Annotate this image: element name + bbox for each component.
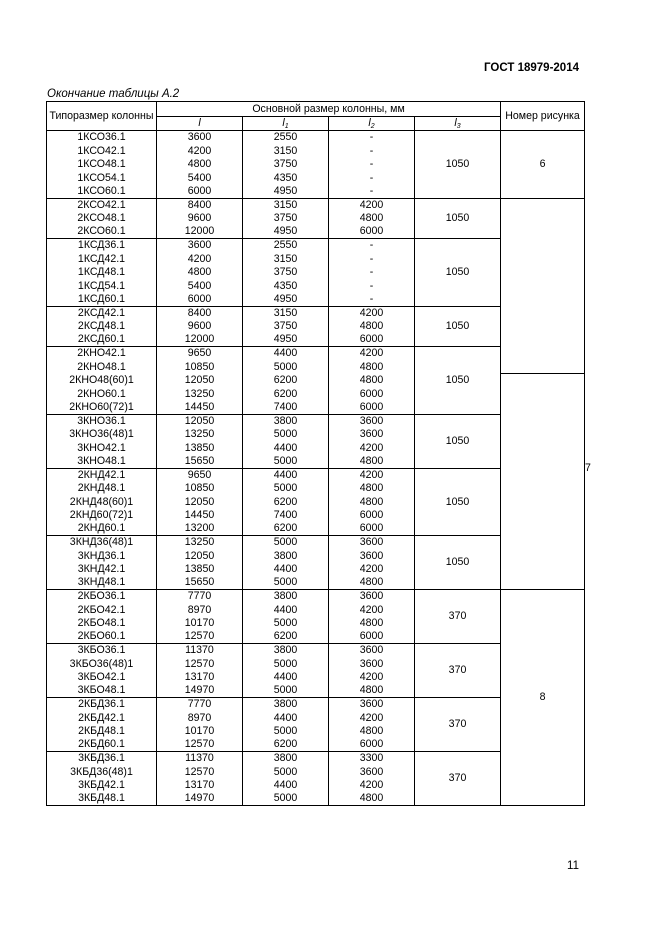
cell-l1: 4400: [243, 603, 329, 617]
cell-type: 1КСО54.1: [47, 171, 157, 185]
cell-l: 12000: [157, 225, 243, 239]
table-row: [47, 495, 585, 509]
cell-l1: 4400: [243, 468, 329, 482]
cell-type: 2КНО60(72)1: [47, 401, 157, 415]
cell-l1: 5000: [243, 482, 329, 496]
table-row: 2КНО42.1 9650 4400 4200 1050 7: [47, 347, 585, 361]
cell-l: 12050: [157, 495, 243, 509]
table-row: [47, 576, 585, 590]
cell-l2: 3600: [329, 590, 415, 604]
cell-l2: 4200: [329, 563, 415, 577]
cell-l: 11370: [157, 644, 243, 658]
cell-l1: 6200: [243, 495, 329, 509]
cell-l: 12000: [157, 333, 243, 347]
cell-type: 2КБО42.1: [47, 603, 157, 617]
cell-l1: 3800: [243, 414, 329, 428]
cell-type: 2КНД48.1: [47, 482, 157, 496]
cell-l: 13170: [157, 779, 243, 793]
cell-l2: 6000: [329, 509, 415, 523]
cell-l3: 370: [415, 644, 501, 698]
cell-type: 2КНО48(60)1: [47, 374, 157, 388]
cell-l1: 3750: [243, 266, 329, 280]
cell-l: 15650: [157, 455, 243, 469]
cell-l1: 4950: [243, 225, 329, 239]
cell-l: 13250: [157, 536, 243, 550]
cell-l2: 3600: [329, 644, 415, 658]
cell-l1: 5000: [243, 725, 329, 739]
cell-l: 13850: [157, 563, 243, 577]
cell-type: 2КСД48.1: [47, 320, 157, 334]
header-figure: Номер рисунка: [501, 102, 585, 131]
cell-l1: 3750: [243, 320, 329, 334]
column-size-table: [46, 101, 591, 806]
table-row: [47, 522, 585, 536]
cell-l1: 5000: [243, 536, 329, 550]
cell-l3: 1050: [415, 131, 501, 199]
cell-l2: 4800: [329, 495, 415, 509]
cell-l2: -: [329, 185, 415, 199]
cell-type: 2КНД60(72)1: [47, 509, 157, 523]
cell-l2: -: [329, 252, 415, 266]
cell-l2: 4200: [329, 468, 415, 482]
cell-l2: 4200: [329, 347, 415, 361]
cell-l1: 4350: [243, 171, 329, 185]
cell-l1: 3750: [243, 158, 329, 172]
cell-l: 6000: [157, 185, 243, 199]
cell-l: 3600: [157, 239, 243, 253]
cell-l: 10170: [157, 617, 243, 631]
header-size-group: Основной размер колонны, мм: [157, 102, 501, 117]
header-l2: $l_2$: [329, 117, 415, 131]
table-row: [47, 441, 585, 455]
cell-l2: 4200: [329, 779, 415, 793]
cell-l2: 4800: [329, 320, 415, 334]
cell-l: 14970: [157, 684, 243, 698]
cell-l1: 6200: [243, 522, 329, 536]
cell-type: 3КНО42.1: [47, 441, 157, 455]
cell-figure-number: [501, 198, 585, 374]
cell-l2: 3600: [329, 414, 415, 428]
cell-l: 12050: [157, 374, 243, 388]
cell-l: 14450: [157, 509, 243, 523]
cell-type: 3КБД36(48)1: [47, 765, 157, 779]
cell-type: 2КБО48.1: [47, 617, 157, 631]
cell-l1: 5000: [243, 684, 329, 698]
cell-type: 3КБО48.1: [47, 684, 157, 698]
cell-l2: 3600: [329, 698, 415, 712]
cell-type: 3КНД36(48)1: [47, 536, 157, 550]
cell-l1: 5000: [243, 360, 329, 374]
cell-l2: 4800: [329, 455, 415, 469]
cell-l2: 3600: [329, 657, 415, 671]
cell-l2: 6000: [329, 225, 415, 239]
cell-l2: 4800: [329, 576, 415, 590]
cell-l1: 2550: [243, 131, 329, 145]
header-l: l: [157, 117, 243, 131]
document-code: ГОСТ 18979-2014: [484, 62, 579, 74]
header-l1: $l_1$: [243, 117, 329, 131]
table-row: [47, 482, 585, 496]
cell-l: 10850: [157, 482, 243, 496]
cell-type: 2КНО60.1: [47, 387, 157, 401]
cell-l1: 5000: [243, 657, 329, 671]
cell-type: 2КБД48.1: [47, 725, 157, 739]
cell-type: 1КСД36.1: [47, 239, 157, 253]
cell-l2: -: [329, 131, 415, 145]
cell-l1: 3150: [243, 252, 329, 266]
cell-type: 2КНД48(60)1: [47, 495, 157, 509]
cell-type: 1КСО48.1: [47, 158, 157, 172]
cell-l: 9650: [157, 468, 243, 482]
cell-l1: 5000: [243, 792, 329, 806]
cell-l1: 3800: [243, 698, 329, 712]
cell-l: 6000: [157, 293, 243, 307]
cell-l2: 4200: [329, 711, 415, 725]
cell-l: 13250: [157, 387, 243, 401]
cell-l2: -: [329, 171, 415, 185]
cell-l2: 4800: [329, 725, 415, 739]
cell-l: 13170: [157, 671, 243, 685]
table-row: [47, 536, 585, 550]
table-body: [47, 131, 591, 806]
table-row: [47, 414, 585, 428]
cell-type: 2КБД42.1: [47, 711, 157, 725]
cell-l3: 1050: [415, 536, 501, 590]
cell-l3: 1050: [415, 306, 501, 347]
cell-type: 1КСД60.1: [47, 293, 157, 307]
cell-l3: 370: [415, 698, 501, 752]
cell-l2: 6000: [329, 738, 415, 752]
cell-type: 2КНО48.1: [47, 360, 157, 374]
cell-l1: 3800: [243, 752, 329, 766]
cell-l2: 6000: [329, 333, 415, 347]
cell-l2: 3600: [329, 765, 415, 779]
cell-l: 13200: [157, 522, 243, 536]
cell-l2: -: [329, 279, 415, 293]
cell-l: 5400: [157, 279, 243, 293]
cell-l1: 4400: [243, 347, 329, 361]
cell-l2: 4200: [329, 306, 415, 320]
cell-l2: 4800: [329, 482, 415, 496]
table-row: [47, 131, 585, 145]
cell-type: 2КНО42.1: [47, 347, 157, 361]
cell-l2: 4800: [329, 374, 415, 388]
cell-l1: 3750: [243, 212, 329, 226]
cell-l1: 5000: [243, 765, 329, 779]
table-row: [47, 387, 585, 401]
cell-l1: 5000: [243, 617, 329, 631]
header-l3: $l_3$: [415, 117, 501, 131]
cell-type: 2КСД42.1: [47, 306, 157, 320]
cell-l1: 5000: [243, 455, 329, 469]
cell-l1: 7400: [243, 401, 329, 415]
cell-l3: 1050: [415, 239, 501, 307]
cell-l1: 6200: [243, 374, 329, 388]
cell-type: 1КСО36.1: [47, 131, 157, 145]
table-caption: Окончание таблицы А.2: [47, 88, 180, 100]
cell-l1: 5000: [243, 428, 329, 442]
cell-type: 3КБО42.1: [47, 671, 157, 685]
cell-type: 2КСО48.1: [47, 212, 157, 226]
cell-l: 8970: [157, 603, 243, 617]
cell-l: 9650: [157, 347, 243, 361]
cell-l2: 3600: [329, 428, 415, 442]
cell-l1: 3800: [243, 549, 329, 563]
cell-l2: -: [329, 266, 415, 280]
table-row: [47, 428, 585, 442]
table-row: [47, 198, 585, 212]
cell-l2: 4200: [329, 441, 415, 455]
cell-l1: 4400: [243, 563, 329, 577]
cell-l1: 5000: [243, 576, 329, 590]
cell-l2: 6000: [329, 522, 415, 536]
cell-l1: 4950: [243, 293, 329, 307]
cell-l2: 3600: [329, 536, 415, 550]
cell-l: 7770: [157, 698, 243, 712]
table-row: [47, 509, 585, 523]
cell-l: 12570: [157, 765, 243, 779]
cell-type: 3КНО48.1: [47, 455, 157, 469]
cell-l: 9600: [157, 212, 243, 226]
cell-l: 11370: [157, 752, 243, 766]
cell-l1: 4400: [243, 711, 329, 725]
cell-l3: 1050: [415, 414, 501, 468]
cell-l: 12050: [157, 414, 243, 428]
table-row: [47, 468, 585, 482]
cell-type: 1КСО60.1: [47, 185, 157, 199]
cell-type: 2КБО60.1: [47, 630, 157, 644]
cell-type: 2КСД60.1: [47, 333, 157, 347]
cell-figure-number: 6: [501, 131, 585, 199]
cell-l: 7770: [157, 590, 243, 604]
cell-l1: 4350: [243, 279, 329, 293]
cell-type: 1КСО42.1: [47, 144, 157, 158]
cell-l3: 370: [415, 590, 501, 644]
cell-l2: 4800: [329, 684, 415, 698]
cell-l: 10170: [157, 725, 243, 739]
cell-l: 12570: [157, 738, 243, 752]
cell-l1: 4400: [243, 779, 329, 793]
cell-l1: 4950: [243, 333, 329, 347]
cell-l: 14970: [157, 792, 243, 806]
cell-type: 2КСО42.1: [47, 198, 157, 212]
cell-type: 3КБД36.1: [47, 752, 157, 766]
table-row: [47, 549, 585, 563]
cell-l2: 4800: [329, 360, 415, 374]
cell-l3: 1050: [415, 198, 501, 239]
cell-type: 3КНД42.1: [47, 563, 157, 577]
table-row: [47, 590, 585, 604]
cell-type: 3КНО36.1: [47, 414, 157, 428]
cell-l2: 6000: [329, 401, 415, 415]
cell-type: 2КСО60.1: [47, 225, 157, 239]
cell-l2: 6000: [329, 387, 415, 401]
cell-l2: -: [329, 239, 415, 253]
cell-l2: 4200: [329, 603, 415, 617]
table-row: [47, 563, 585, 577]
cell-l1: 4400: [243, 671, 329, 685]
cell-l2: -: [329, 293, 415, 307]
cell-l3: 1050: [415, 468, 501, 536]
cell-type: 3КБД48.1: [47, 792, 157, 806]
cell-l1: 3800: [243, 590, 329, 604]
cell-type: 2КНД60.1: [47, 522, 157, 536]
cell-l: 3600: [157, 131, 243, 145]
cell-type: 1КСД54.1: [47, 279, 157, 293]
page-number: 11: [567, 860, 579, 872]
cell-l1: 2550: [243, 239, 329, 253]
cell-l: 4200: [157, 252, 243, 266]
cell-type: 3КБО36(48)1: [47, 657, 157, 671]
cell-l1: 4400: [243, 441, 329, 455]
cell-l3: 1050: [415, 347, 501, 415]
cell-l: 8400: [157, 198, 243, 212]
cell-l2: 4200: [329, 671, 415, 685]
cell-l1: 4950: [243, 185, 329, 199]
cell-l: 4200: [157, 144, 243, 158]
cell-l2: 4800: [329, 212, 415, 226]
cell-l1: 3150: [243, 198, 329, 212]
cell-type: 2КБД60.1: [47, 738, 157, 752]
cell-l2: -: [329, 144, 415, 158]
cell-l3: 370: [415, 752, 501, 806]
cell-l: 5400: [157, 171, 243, 185]
cell-l: 13250: [157, 428, 243, 442]
cell-type: 2КБО36.1: [47, 590, 157, 604]
cell-l1: 6200: [243, 630, 329, 644]
cell-l: 15650: [157, 576, 243, 590]
cell-figure-number: 8: [501, 590, 585, 806]
cell-l: 12570: [157, 630, 243, 644]
table-row: [47, 401, 585, 415]
cell-l1: 3800: [243, 644, 329, 658]
table-row: [47, 374, 585, 388]
cell-l: 4800: [157, 158, 243, 172]
cell-type: 1КСД42.1: [47, 252, 157, 266]
cell-type: 3КБД42.1: [47, 779, 157, 793]
cell-l1: 6200: [243, 738, 329, 752]
cell-l2: 4800: [329, 617, 415, 631]
cell-l1: 6200: [243, 387, 329, 401]
cell-l: 12570: [157, 657, 243, 671]
cell-l: 10850: [157, 360, 243, 374]
cell-l2: -: [329, 158, 415, 172]
cell-type: 3КНД36.1: [47, 549, 157, 563]
cell-type: 1КСД48.1: [47, 266, 157, 280]
cell-l: 14450: [157, 401, 243, 415]
cell-l1: 3150: [243, 144, 329, 158]
header-type: Типоразмер колонны: [47, 102, 157, 131]
cell-type: 3КНД48.1: [47, 576, 157, 590]
cell-l2: 6000: [329, 630, 415, 644]
table-row: [47, 455, 585, 469]
cell-type: 2КНД42.1: [47, 468, 157, 482]
cell-l: 8970: [157, 711, 243, 725]
cell-type: 3КБО36.1: [47, 644, 157, 658]
cell-l2: 3300: [329, 752, 415, 766]
cell-l1: 3150: [243, 306, 329, 320]
cell-l: 9600: [157, 320, 243, 334]
cell-type: 2КБД36.1: [47, 698, 157, 712]
cell-l: 4800: [157, 266, 243, 280]
cell-l2: 3600: [329, 549, 415, 563]
cell-l2: 4800: [329, 792, 415, 806]
cell-l1: 7400: [243, 509, 329, 523]
cell-type: 3КНО36(48)1: [47, 428, 157, 442]
cell-l: 8400: [157, 306, 243, 320]
cell-l2: 4200: [329, 198, 415, 212]
cell-l: 12050: [157, 549, 243, 563]
cell-l: 13850: [157, 441, 243, 455]
